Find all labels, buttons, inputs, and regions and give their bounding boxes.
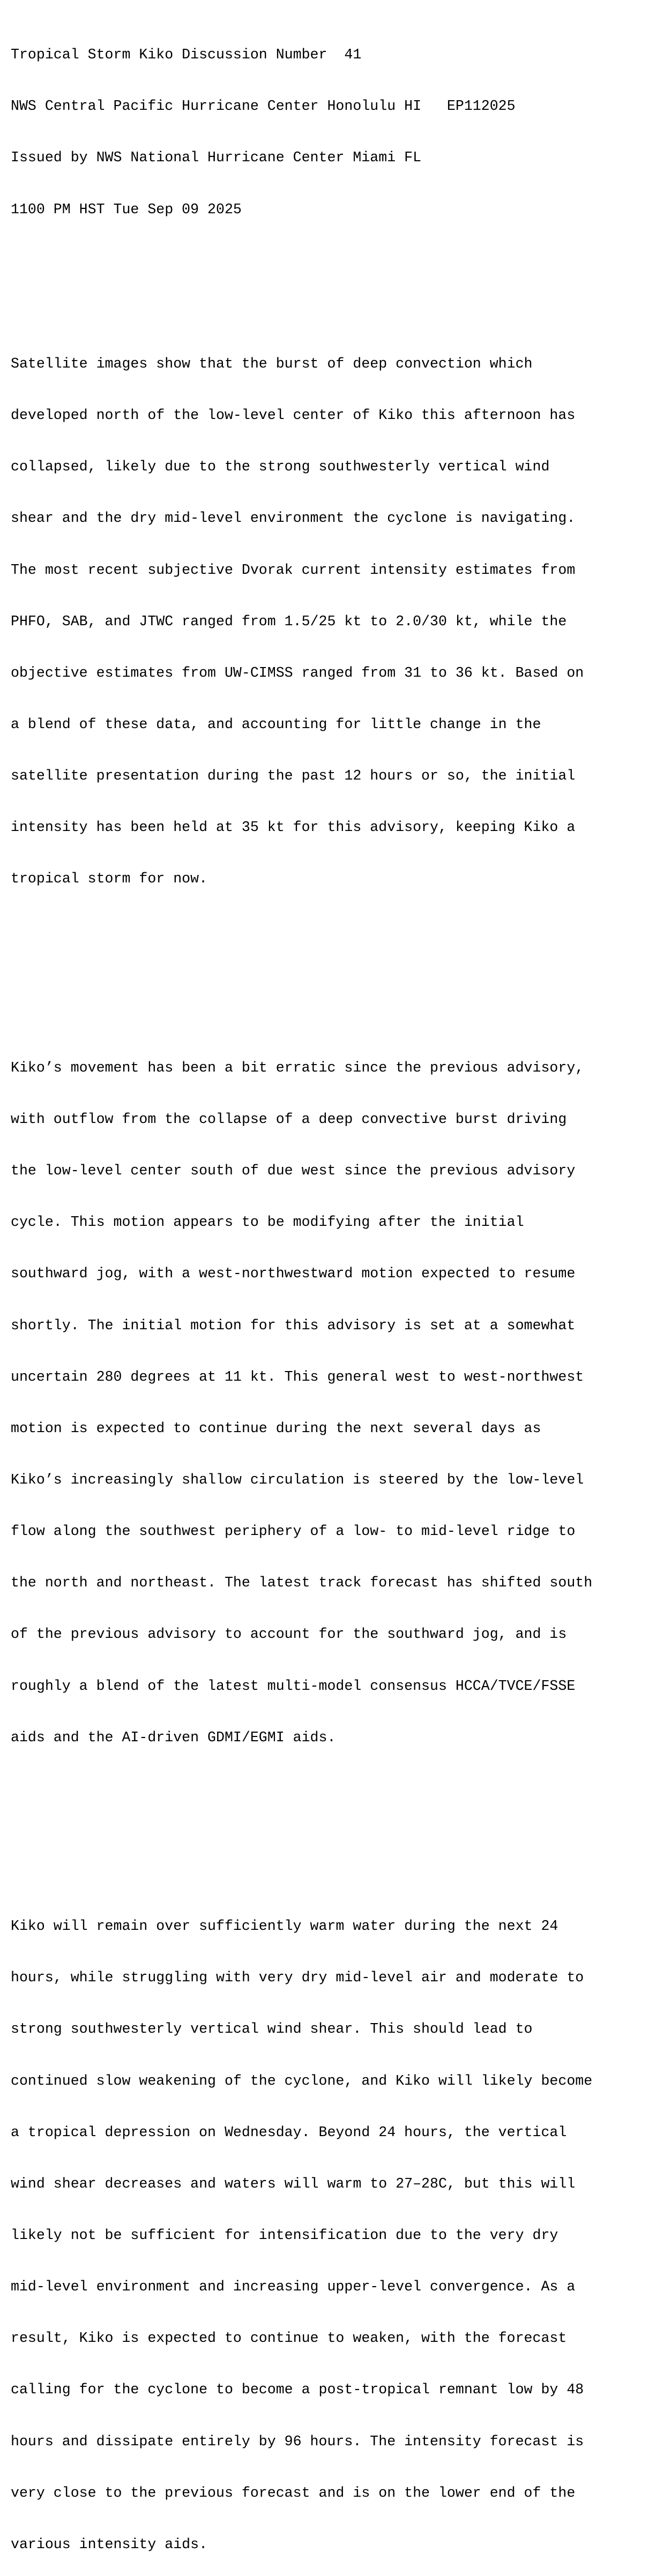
issued-by: Issued by NWS National Hurricane Center Miami FL: [11, 149, 422, 166]
text-line: with outflow from the collapse of a deep convective burst driving: [11, 1111, 567, 1127]
spacer: [11, 1815, 648, 1832]
text-line: wind shear decreases and waters will warm to 27–28C, but this will: [11, 2175, 576, 2192]
spacer: [11, 252, 648, 269]
issue-time: 1100 PM HST Tue Sep 09 2025: [11, 201, 242, 218]
text-line: roughly a blend of the latest multi-model consensus HCCA/TVCE/FSSE: [11, 1678, 576, 1694]
spacer: [11, 956, 648, 974]
text-line: Kiko will remain over sufficiently warm water during the next 24: [11, 1918, 558, 1935]
text-line: shortly. The initial motion for this advisory is set at a somewhat: [11, 1317, 576, 1334]
text-line: motion is expected to continue during the next several days as: [11, 1420, 541, 1436]
text-line: Kiko’s movement has been a bit erratic since the previous advisory,: [11, 1059, 584, 1076]
text-line: strong southwesterly vertical wind shear. This should lead to: [11, 2021, 533, 2038]
text-line: developed north of the low-level center of Kiko this afternoon has: [11, 407, 576, 424]
discussion-document: [11, 12, 648, 2576]
text-line: intensity has been held at 35 kt for this advisory, keeping Kiko a: [11, 819, 576, 836]
text-line: mid-level environment and increasing upper-level convergence. As a: [11, 2279, 576, 2295]
text-line: a tropical depression on Wednesday. Beyond 24 hours, the vertical: [11, 2124, 567, 2140]
text-line: calling for the cyclone to become a post-tropical remnant low by 48: [11, 2382, 584, 2398]
text-line: result, Kiko is expected to continue to weaken, with the forecast: [11, 2330, 567, 2347]
text-line: southward jog, with a west-northwestward motion expected to resume: [11, 1265, 576, 1282]
text-line: a blend of these data, and accounting for little change in the: [11, 716, 541, 732]
text-line: uncertain 280 degrees at 11 kt. This general west to west-northwest: [11, 1368, 584, 1385]
text-line: collapsed, likely due to the strong southwesterly vertical wind: [11, 459, 550, 475]
issuing-office: NWS Central Pacific Hurricane Center Honolulu HI EP112025: [11, 98, 516, 115]
text-line: the low-level center south of due west since the previous advisory: [11, 1163, 576, 1179]
text-line: flow along the southwest periphery of a low- to mid-level ridge to: [11, 1523, 576, 1540]
paragraph-intensity: [11, 321, 648, 922]
text-line: satellite presentation during the past 12 hours or so, the initial: [11, 768, 576, 784]
text-line: various intensity aids.: [11, 2536, 208, 2552]
text-line: shear and the dry mid-level environment the cyclone is navigating.: [11, 510, 576, 527]
text-line: cycle. This motion appears to be modifying after the initial: [11, 1214, 524, 1231]
text-line: tropical storm for now.: [11, 871, 208, 887]
text-line: hours, while struggling with very dry mid-level air and moderate to: [11, 1970, 584, 1986]
text-line: The most recent subjective Dvorak current intensity estimates from: [11, 561, 576, 578]
paragraph-motion: [11, 1025, 648, 1780]
discussion-title: Tropical Storm Kiko Discussion Number 41: [11, 47, 362, 63]
text-line: likely not be sufficient for intensification due to the very dry: [11, 2227, 558, 2244]
text-line: very close to the previous forecast and is on the lower end of the: [11, 2484, 576, 2501]
text-line: Kiko’s increasingly shallow circulation is steered by the low-level: [11, 1471, 584, 1488]
text-line: of the previous advisory to account for the southward jog, and is: [11, 1626, 567, 1643]
text-line: objective estimates from UW-CIMSS ranged from 31 to 36 kt. Based on: [11, 664, 584, 681]
text-line: aids and the AI-driven GDMI/EGMI aids.: [11, 1729, 336, 1746]
paragraph-forecast-intensity: [11, 1883, 648, 2576]
text-line: the north and northeast. The latest track forecast has shifted south: [11, 1575, 593, 1591]
text-line: continued slow weakening of the cyclone, and Kiko will likely become: [11, 2072, 593, 2089]
text-line: hours and dissipate entirely by 96 hours. The intensity forecast is: [11, 2433, 584, 2450]
text-line: Satellite images show that the burst of deep convection which: [11, 355, 533, 372]
text-line: PHFO, SAB, and JTWC ranged from 1.5/25 kt to 2.0/30 kt, while the: [11, 613, 567, 630]
